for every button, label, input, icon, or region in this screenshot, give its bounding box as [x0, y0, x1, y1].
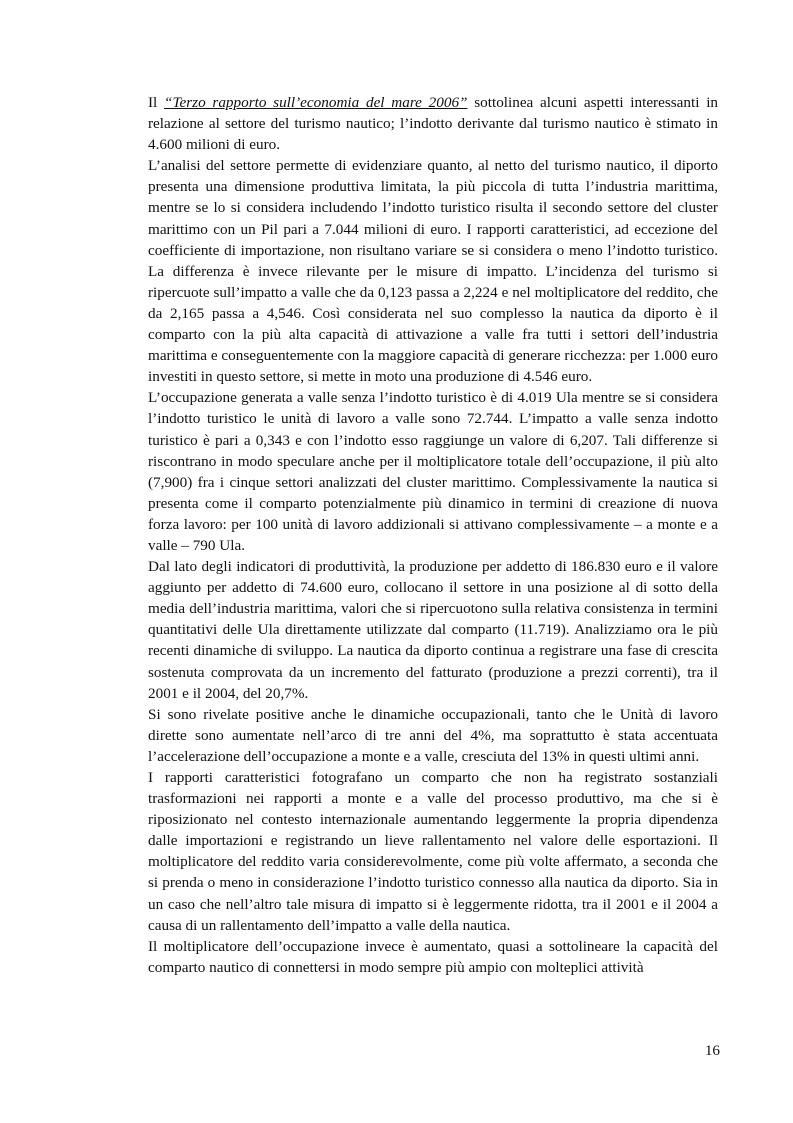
- page-number: 16: [704, 1042, 720, 1059]
- paragraph-1-tail: sottolinea alcuni aspetti interessanti in relazione al settore del turismo nautico; l’indotto derivante dal turismo nautico è stimato in 4.600 milioni di euro.: [148, 94, 719, 154]
- paragraph-6: I rapporti caratteristici fotografano un comparto che non ha registrato sostanziali trasformazioni nei rapporti a monte e a valle del processo produttivo, ma che si è riposizionato nel contesto internazionale aumentando leggermente la propria dipendenza dalle importazioni e registrando un lieve rallentamento nel valore delle esportazioni. Il moltiplicatore del reddito varia considerevolmente, come più volte affermato, a seconda che si prenda o meno in considerazione l’indotto turistico connesso alla nautica da diporto. Sia in un caso che nell’altro tale misura di impatto si è leggermente ridotta, tra il 2001 e il 2004 a causa di un rallentamento dell’impatto a valle della nautica.: [148, 769, 718, 934]
- paragraph-2: L’analisi del settore permette di evidenziare quanto, al netto del turismo nautico, il diporto presenta una dimensione produttiva limitata, la più piccola di tutta l’industria marittima, mentre se lo si considera includendo l’indotto turistico risulta il secondo settore del cluster marittimo con un Pil pari a 7.044 milioni di euro. I rapporti caratteristici, ad eccezione del coefficiente di importazione, non risultano variare se si considera o meno l’indotto turistico. La differenza è invece rilevante per le misure di impatto. L’incidenza del turismo si ripercuote sull’impatto a valle che da 0,123 passa a 2,224 e nel moltiplicatore del reddito, che da 2,165 passa a 4,546. Così considerata nel suo complesso la nautica da diporto è il comparto con la più alta capacità di attivazione a valle fra tutti i settori dell’industria marittima e conseguentemente con la maggiore capacità di generare ricchezza: per 1.000 euro investiti in questo settore, si mette in moto una produzione di 4.546 euro.: [148, 157, 718, 386]
- paragraph-5: Si sono rivelate positive anche le dinamiche occupazionali, tanto che le Unità di lavoro dirette sono aumentate nell’arco di tre anni del 4%, ma soprattutto è stata accentuata l’accelerazione dell’occupazione a monte e a valle, cresciuta del 13% in questi ultimi anni.: [148, 705, 718, 765]
- body-text: [148, 92, 718, 978]
- paragraph-4: Dal lato degli indicatori di produttività, la produzione per addetto di 186.830 euro e il valore aggiunto per addetto di 74.600 euro, collocano il settore in una posizione al di sotto della media dell’industria marittima, valori che si ripercuotono sulla relativa consistenza in termini quantitativi delle Ula direttamente utilizzate dal comparto (11.719). Analizziamo ora le più recenti dinamiche di sviluppo. La nautica da diporto continua a registrare una fase di crescita sostenuta comprovata da un incremento del fatturato (produzione a prezzi correnti), tra il 2001 e il 2004, del 20,7%.: [148, 558, 718, 702]
- paragraph-3: L’occupazione generata a valle senza l’indotto turistico è di 4.019 Ula mentre se si considera l’indotto turistico le unità di lavoro a valle sono 72.744. L’impatto a valle senza indotto turistico è pari a 0,343 e con l’indotto esso raggiunge un valore di 6,207. Tali differenze si riscontrano in modo speculare anche per il moltiplicatore totale dell’occupazione, il più alto (7,900) fra i cinque settori analizzati del cluster marittimo. Complessivamente la nautica si presenta come il comparto potenzialmente più dinamico in termini di creazione di nuova forza lavoro: per 100 unità di lavoro addizionali si attivano complessivamente – a monte e a valle – 790 Ula.: [148, 389, 718, 554]
- paragraph-1-lead: Il: [148, 94, 165, 111]
- paragraph-1: [148, 92, 718, 155]
- paragraph-7: Il moltiplicatore dell’occupazione invece è aumentato, quasi a sottolineare la capacità del comparto nautico di connettersi in modo sempre più ampio con molteplici attività: [148, 937, 718, 976]
- report-title-reference: “Terzo rapporto sull’economia del mare 2006”: [164, 94, 468, 111]
